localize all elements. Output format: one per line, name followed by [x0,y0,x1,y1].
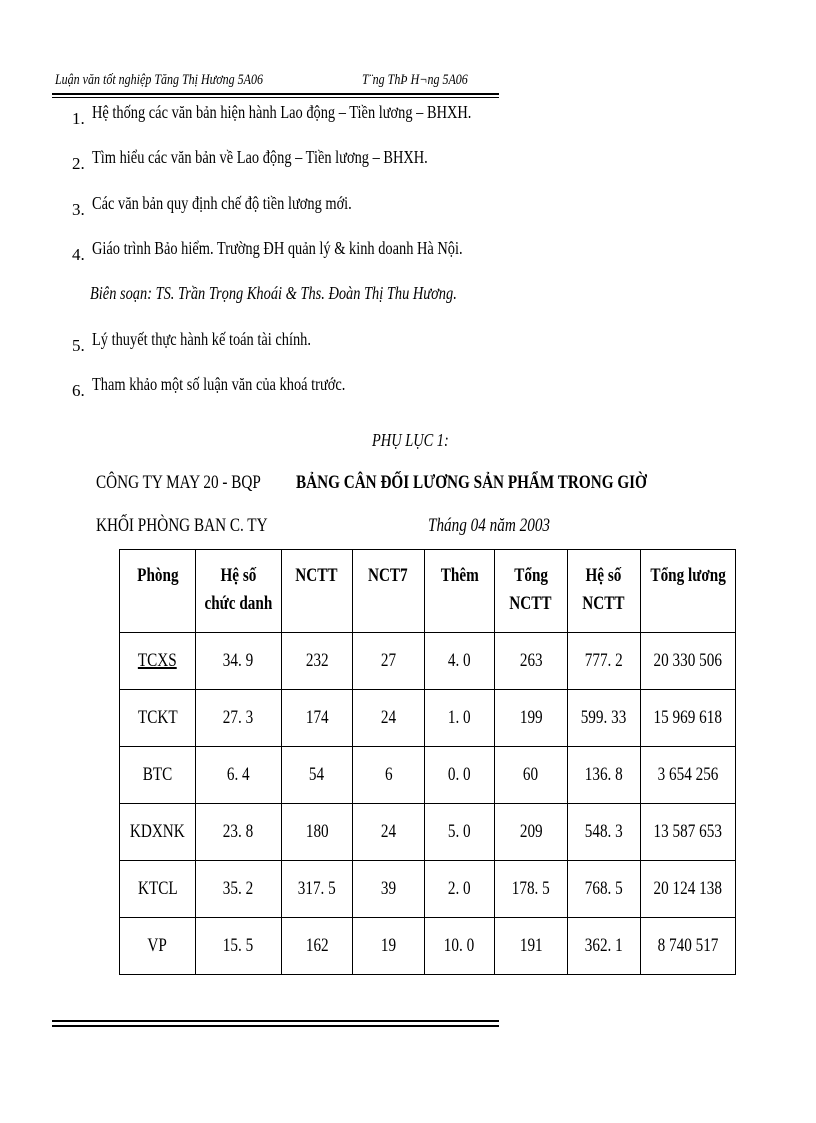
table-cell: 54 [281,747,352,804]
table-cell: 6 [352,747,424,804]
table-cell: 1. 0 [424,690,494,747]
department-name: KHỐI PHÒNG BAN C. TY [96,515,268,536]
table-cell: 6. 4 [196,747,282,804]
reference-item: 6. Tham khảo một số luận văn của khoá trước. [72,374,346,400]
table-cell: 20 124 138 [640,861,735,918]
table-row [120,918,736,975]
appendix-title: PHỤ LỤC 1: [372,430,449,450]
company-name: CÔNG TY MAY 20 - BQP [96,472,261,493]
table-cell: 317. 5 [281,861,352,918]
table-cell: 5. 0 [424,804,494,861]
table-cell: KTCL [120,861,196,918]
table-cell: 15 969 618 [640,690,735,747]
table-cell: 15. 5 [196,918,282,975]
table-cell: 0. 0 [424,747,494,804]
table-header-row [120,550,736,633]
table-cell: 136. 8 [567,747,640,804]
table-cell: 27. 3 [196,690,282,747]
table-cell: 24 [352,804,424,861]
footer-rule-second [52,1025,499,1027]
table-cell: BTC [120,747,196,804]
table-cell: 4. 0 [424,633,494,690]
table-row [120,633,736,690]
table-cell: 174 [281,690,352,747]
column-header: Tổng NCTT [494,550,567,633]
table-row [120,747,736,804]
table-row [120,861,736,918]
table-cell: TCKT [120,690,196,747]
table-cell: 24 [352,690,424,747]
table-cell: 2. 0 [424,861,494,918]
table-cell: 60 [494,747,567,804]
report-title: BẢNG CÂN ĐỐI LƯƠNG SẢN PHẨM TRONG GIỜ [296,472,647,493]
table-cell: 362. 1 [567,918,640,975]
table-cell: 8 740 517 [640,918,735,975]
column-header: Phòng [120,550,196,633]
report-period: Tháng 04 năm 2003 [428,515,551,536]
reference-item: 1. Hệ thống các văn bản hiện hành Lao động – Tiền lương – BHXH. [72,102,472,128]
table-row [120,804,736,861]
table-cell: 3 654 256 [640,747,735,804]
header-rule-thin [52,97,499,98]
table-cell: 10. 0 [424,918,494,975]
reference-item: 4. Giáo trình Bảo hiểm. Trường ĐH quản lý & kinh doanh Hà Nội. [72,238,463,264]
column-header: Hệ số chức danh [196,550,282,633]
table-cell: 180 [281,804,352,861]
table-cell: 232 [281,633,352,690]
salary-balance-table [119,549,736,975]
footer-rule [52,1020,499,1022]
column-header: NCT7 [352,550,424,633]
column-header: NCTT [281,550,352,633]
table-cell: 162 [281,918,352,975]
running-header-right: T¨ng ThÞ H¬ng 5A06 [362,72,468,88]
column-header: Hệ số NCTT [567,550,640,633]
table-cell: 777. 2 [567,633,640,690]
table-cell: 20 330 506 [640,633,735,690]
reference-authors: Biên soạn: TS. Trần Trọng Khoái & Ths. Đoàn Thị Thu Hương. [90,283,457,303]
reference-item: 5. Lý thuyết thực hành kế toán tài chính. [72,329,311,355]
column-header: Tổng lương [640,550,735,633]
reference-item: 3. Các văn bản quy định chế độ tiền lương mới. [72,193,352,219]
table-cell: 599. 33 [567,690,640,747]
header-rule [52,93,499,95]
column-header: Thêm [424,550,494,633]
table-cell: 19 [352,918,424,975]
table-cell: KDXNK [120,804,196,861]
table-cell: 191 [494,918,567,975]
running-header-left: Luận văn tốt nghiệp Tăng Thị Hương 5A06 [55,72,263,88]
table-cell: 209 [494,804,567,861]
table-cell: 548. 3 [567,804,640,861]
table-row [120,690,736,747]
table-cell: 768. 5 [567,861,640,918]
table-cell: VP [120,918,196,975]
table-cell: 23. 8 [196,804,282,861]
table-cell: 13 587 653 [640,804,735,861]
table-cell: 27 [352,633,424,690]
table-cell: 39 [352,861,424,918]
table-cell: 178. 5 [494,861,567,918]
table-cell: 35. 2 [196,861,282,918]
table-cell: TCXS [120,633,196,690]
reference-item: 2. Tìm hiểu các văn bản về Lao động – Tiền lương – BHXH. [72,147,428,173]
table-cell: 263 [494,633,567,690]
table-cell: 34. 9 [196,633,282,690]
table-cell: 199 [494,690,567,747]
